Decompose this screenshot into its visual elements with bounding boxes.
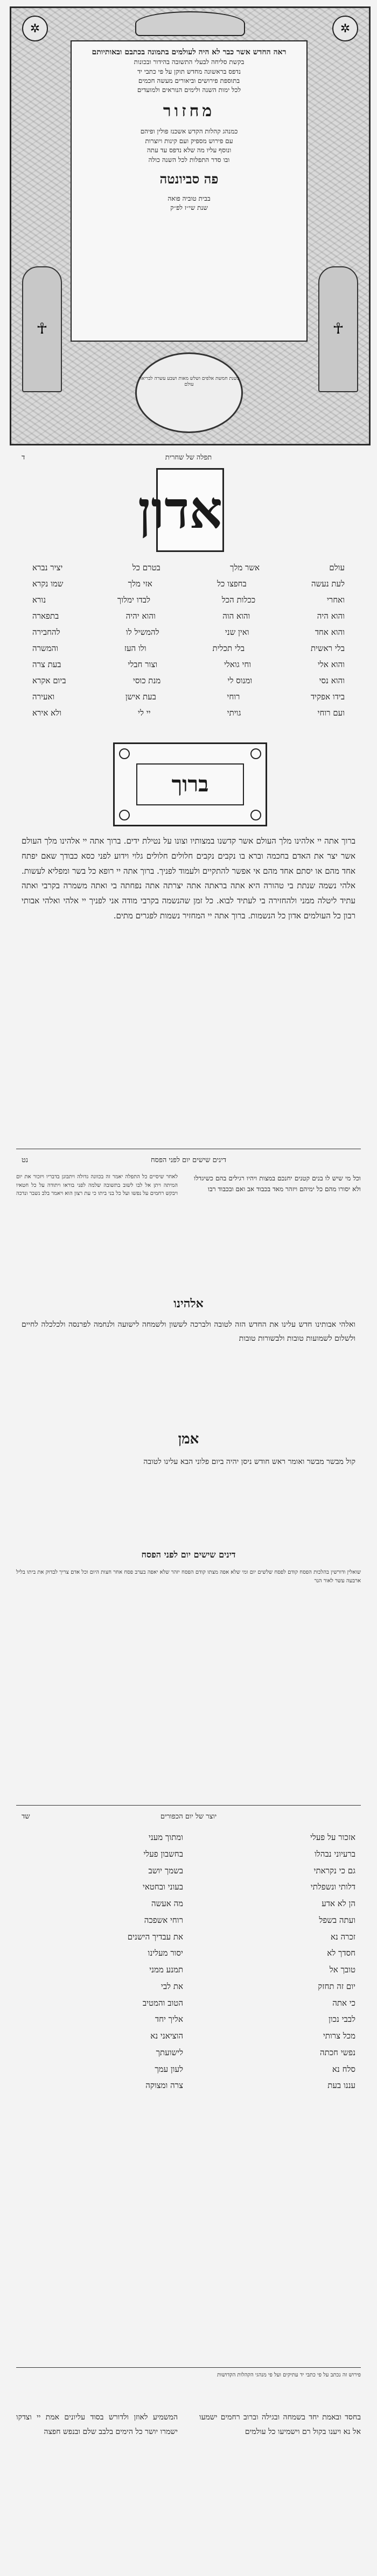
announcement-paragraph: קול מבשר מבשר ואומר ראש חודש ניסן יהיה ביום פלוני הבא עלינו לטובה xyxy=(143,1457,355,1466)
running-title: יוצר של יום הכפורים xyxy=(160,1813,217,1821)
title-page-frame xyxy=(10,6,371,445)
ornament-knob-icon xyxy=(250,748,261,759)
decorated-initial-word: אדון xyxy=(138,479,222,540)
page-number: שד xyxy=(22,1813,30,1821)
hymn-row: ועם רוחי גויתי יי לי ולא אירא xyxy=(32,708,345,718)
poem-row: ועתה בשפל רוחי אשפכה xyxy=(144,1915,355,1925)
bottom-right-column: בחסד ובאמת יחד בשמחה ובגילה וברוב רחמים ישמעו אל נא ויענו בקול רם וישמיעו כל עולמים xyxy=(199,2413,361,2436)
section-word: אלהינו xyxy=(173,1297,204,1311)
poem-row: כי אתה הטוב והמטיב xyxy=(142,1998,355,2008)
page-divider xyxy=(16,1805,361,1806)
ornament-knob-icon xyxy=(119,748,130,759)
title-subline: ונוסף עליו מה שלא נדפס עד עתה xyxy=(146,146,232,154)
rosette-icon: ✲ xyxy=(22,16,48,41)
blessing-paragraph xyxy=(22,834,355,1135)
poem-row: גם כי נקראתי בשמך יושב xyxy=(148,1865,355,1876)
cartouche-ornament xyxy=(113,742,267,826)
hymn-row: והוא אלי וחי גואלי וצור חבלי בעת צרה xyxy=(32,660,345,669)
hymn-verses xyxy=(32,560,345,721)
poem-row: זכרה נא את עבדיך הישנים xyxy=(127,1931,355,1942)
running-header xyxy=(16,1156,361,1164)
poem-row: לבבי נכון אליך יחד xyxy=(155,2014,355,2025)
title-subtitle: פה סביונטה xyxy=(159,171,219,187)
title-footer-line: שנת שי״ז לפ״ק xyxy=(170,204,208,212)
poem-row: יום זה תחזק את לבי xyxy=(160,1981,355,1991)
section-word: אמן xyxy=(178,1431,199,1447)
right-figure-illustration: ☥ xyxy=(318,266,358,392)
ornament-knob-icon xyxy=(250,810,261,820)
title-line: בקשת סליחה לבעלי התשובה בהידור ובכונות xyxy=(134,58,245,66)
hymn-row: והוא נסי ומנוס לי מנת כוסי ביום אקרא xyxy=(32,676,345,685)
title-line: בתוספת פירושים וביאורים מעשה חכמים xyxy=(138,77,240,85)
page-number: נט xyxy=(22,1156,29,1164)
poem-row: ברעיוני נבהלו בחשבון פעלי xyxy=(143,1849,355,1859)
poem-row: עננו בעת צרה ומצוקה xyxy=(145,2080,355,2091)
ornament-knob-icon xyxy=(119,810,130,820)
poem-row: טובך אל תמנע ממני xyxy=(149,1965,355,1975)
prayer-paragraph: ואלהי אבותינו חדש עלינו את החדש הזה לטובה ולברכה לששון ולשמחה לישועה ולנחמה לפרנסה ולכלכלה לחיים ולשלום לשמועות טובות ולבשורות טובות xyxy=(22,1320,355,1343)
right-column-text: וכל מי שיש לו בנים קטנים יחנכם במצות ויהיו רגילים בהם כשיגדלו ולא יסורו מהם כל ימיהם ויזהר מאד בכבוד אב ואם ובכבוד רבו xyxy=(194,1174,361,1193)
title-panel xyxy=(71,40,308,342)
rosette-icon: ✲ xyxy=(332,16,358,41)
running-title: תפלה של שחרית xyxy=(165,454,212,462)
decorated-initial-box xyxy=(138,468,224,552)
poem-row: סלח נא לעון עמך xyxy=(155,2064,355,2074)
title-line: נדפס בראשונה מחדש תוקן על פי כתבי יד xyxy=(137,67,241,75)
piyyut-poem xyxy=(22,1829,355,2094)
commentary-notes: פירוש זה נכתב על פי כתבי יד עתיקים ועל פי מנהגי הקהלות הקדושות xyxy=(16,2367,361,2403)
wreath-text: בשנת חמשת אלפים ושלש מאות ושבע עשרה לבריאת עולם xyxy=(138,376,240,387)
hymn-row: והוא אחד ואין שני להמשיל לו להחבירה xyxy=(32,627,345,637)
title-heading: ראה החדש אשר כבר לא היה לעולמים בתמונה בכתבם ובאותיותם xyxy=(92,48,287,56)
cartouche-word: ברוך xyxy=(136,763,244,805)
running-title: דינים שישים יום לפני הפסח xyxy=(150,1156,227,1164)
left-column-text: לאחר שיסיים כל התפלה יאמר זה בכוונה גדולה ויתבונן בדבריו ויזכור את יום המיתה ויתן אל לבו לשוב בתשובה שלמה לפני בוראו ויתודה על כל חטאיו ויבקש רחמים על נפשו ועל כל בני ביתו כי עת רצון הוא ויאמר בלב נשבר ונדכה xyxy=(16,1174,178,1197)
hymn-row: בלי ראשית בלי תכלית ולו העז והמשרה xyxy=(32,643,345,653)
running-header xyxy=(16,1812,361,1821)
poem-row: חסדך לא יסור מעלינו xyxy=(148,1948,355,1958)
poem-row: אזכור על פעלי ומתוך מעני xyxy=(148,1832,355,1842)
laws-column-text: שואלין ודורשין בהלכות הפסח קודם לפסח שלשים יום ומי שלא אפה מצתו קודם הפסח יזהר שלא יאפה בערב פסח אחר חצות היום וכל אדם צריך לבדוק את ביתו בליל ארבעה עשר לאור הנר xyxy=(16,1569,361,1584)
title-subline: עם פירוש מספיק ועם קינות ויוצרות xyxy=(145,137,233,145)
hymn-row: עולם אשר מלך בטרם כל יציר נברא xyxy=(32,563,345,572)
bottom-left-column: המשמיע לאוזן ולדורש בסוד עליונים אמת יי וצדקו ישמרו יושר כל הימים בלבב שלם ובנפש חפצה xyxy=(16,2413,178,2436)
left-figure-illustration: ☥ xyxy=(22,266,62,392)
page-number: ד xyxy=(22,454,25,462)
running-header xyxy=(16,453,361,462)
title-subline: ובו סדר התפלות לכל השנה כולה xyxy=(148,155,230,164)
hymn-row: בידו אפקיד רוחי בעת אישן ואעירה xyxy=(32,692,345,702)
crown-ornament xyxy=(135,11,245,36)
book-title: מחזור xyxy=(163,101,215,121)
hymn-row: והוא היה והוא הוה והוא יהיה בתפארה xyxy=(32,611,345,621)
hymn-row: לעת נעשה בחפצו כל אזי מלך שמו נקרא xyxy=(32,579,345,589)
hymn-row: ואחרי ככלות הכל לבדו ימלוך נורא xyxy=(32,595,345,605)
poem-row: דלותי ונשפלתי בעוני ובחטאי xyxy=(142,1882,355,1892)
poem-row: הן לא אדע מה אעשה xyxy=(151,1899,355,1908)
section-heading: דינים שישים יום לפני הפסח xyxy=(141,1549,236,1560)
title-line: לכל ימות השנה ולימים הנוראים ולמועדים xyxy=(137,86,241,94)
title-footer-line: בבית טוביה פואה xyxy=(167,194,211,202)
title-subline: כמנהג קהלות הקדש אשכנז פולין ופיהם xyxy=(140,128,238,136)
poem-row: מכל צרותי הוציאני נא xyxy=(150,2031,355,2041)
wreath-medallion xyxy=(135,352,243,433)
poem-row: נפשי חכתה לישועתך xyxy=(156,2047,355,2057)
blessing-text: ברוך אתה יי אלהינו מלך העולם אשר קדשנו במצותיו וצונו על נטילת ידים. ברוך אתה יי אלהינו מלך העולם אשר יצר את האדם בחכמה וברא בו נקבים נקבים חלולים חלולים גלוי וידוע לפני כסא כבודך שאם יפתח אחד מהם או יסתם אחד מהם אי אפשר להתקיים ולעמוד לפניך. ברוך אתה יי רופא כל בשר ומפליא לעשות. אלהי נשמה שנתת בי טהורה היא אתה בראתה אתה יצרתה אתה נפחתה בי ואתה משמרה בקרבי ואתה עתיד ליטלה ממני ולהחזירה בי לעתיד לבוא. כל זמן שהנשמה בקרבי מודה אני לפניך יי אלהי ואלהי אבותי רבון כל העולמים אדון כל הנשמות. ברוך אתה יי המחזיר נשמות לפגרים מתים. xyxy=(22,836,355,921)
